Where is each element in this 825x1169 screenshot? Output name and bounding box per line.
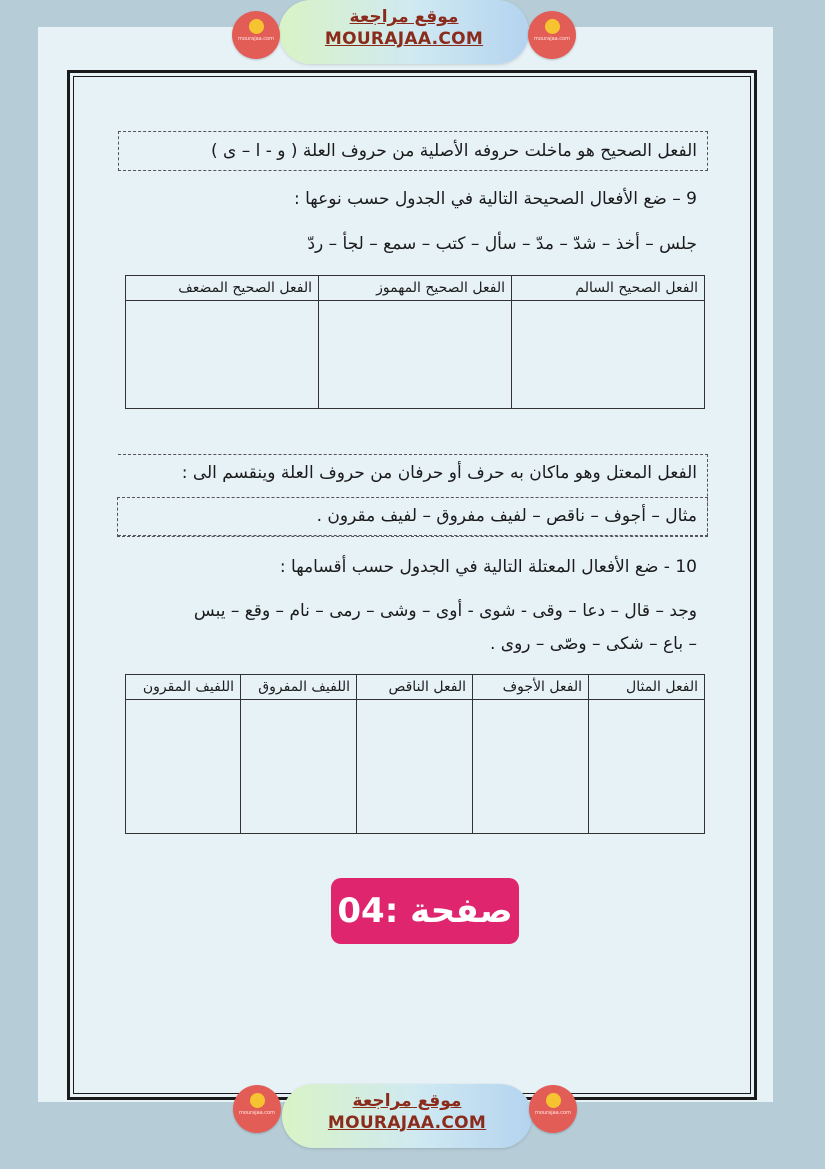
logo-caption: mourajaa.com xyxy=(237,36,274,42)
site-name-arabic[interactable]: موقع مراجعة xyxy=(349,7,459,27)
book-logo-icon xyxy=(529,1085,577,1133)
answer-cell[interactable] xyxy=(126,700,241,834)
exercise-10-word-list: وجد – قال – دعا – وقى - شوى - أوى – وشى – رمى – نام – وقع – يبس xyxy=(193,601,697,621)
site-name-english[interactable]: MOURAJAA.COM xyxy=(327,1113,487,1133)
table-header-cell: الفعل الأجوف xyxy=(473,675,589,700)
table-header-row xyxy=(126,675,705,700)
correct-verbs-table xyxy=(125,275,705,409)
exercise-9-instruction: 9 – ضع الأفعال الصحيحة التالية في الجدول حسب نوعها : xyxy=(293,189,697,209)
weak-verb-types: مثال – أجوف – ناقص – لفيف مفروق – لفيف مقرون . xyxy=(316,506,697,526)
answer-cell[interactable] xyxy=(589,700,705,834)
table-header-cell: الفعل الناقص xyxy=(357,675,473,700)
exercise-10-instruction: 10 - ضع الأفعال المعتلة التالية في الجدول حسب أقسامها : xyxy=(279,557,697,577)
answer-cell[interactable] xyxy=(241,700,357,834)
site-banner-top[interactable] xyxy=(279,0,529,64)
logo-caption: mourajaa.com xyxy=(238,1110,275,1116)
answer-cell[interactable] xyxy=(473,700,589,834)
answer-cell[interactable] xyxy=(126,301,319,409)
site-banner-bottom[interactable] xyxy=(282,1084,532,1148)
answer-cell[interactable] xyxy=(319,301,512,409)
site-name-arabic[interactable]: موقع مراجعة xyxy=(352,1091,462,1111)
exercise-9-word-list: جلس – أخذ – شدّ – مدّ – سأل – كتب – سمع – لجأ – ردّ xyxy=(307,234,697,254)
table-header-cell: اللفيف المقرون xyxy=(126,675,241,700)
table-header-cell: الفعل الصحيح السالم xyxy=(512,276,705,301)
exercise-10-word-list-continued: – باع – شكى – وصّى – روى . xyxy=(489,634,697,654)
definition-correct-verb: الفعل الصحيح هو ماخلت حروفه الأصلية من حروف العلة ( و - ا – ى ) xyxy=(210,141,697,161)
definition-weak-verb: الفعل المعتل وهو ماكان به حرف أو حرفان من حروف العلة وينقسم الى : xyxy=(181,463,697,483)
table-header-cell: الفعل الصحيح المهموز xyxy=(319,276,512,301)
page-number-badge: صفحة :04 xyxy=(331,878,519,944)
book-logo-icon xyxy=(528,11,576,59)
table-header-cell: الفعل الصحيح المضعف xyxy=(126,276,319,301)
logo-caption: mourajaa.com xyxy=(533,36,570,42)
definition-box-correct-verb xyxy=(118,131,708,171)
table-answer-row xyxy=(126,700,705,834)
answer-cell[interactable] xyxy=(512,301,705,409)
book-logo-icon xyxy=(233,1085,281,1133)
weak-verb-types-box xyxy=(117,497,708,537)
table-header-cell: الفعل المثال xyxy=(589,675,705,700)
answer-cell[interactable] xyxy=(357,700,473,834)
table-header-row xyxy=(126,276,705,301)
book-logo-icon xyxy=(232,11,280,59)
site-name-english[interactable]: MOURAJAA.COM xyxy=(324,29,484,49)
weak-verbs-table xyxy=(125,674,705,834)
table-header-cell: اللفيف المفروق xyxy=(241,675,357,700)
definition-box-weak-verb xyxy=(118,454,708,536)
logo-caption: mourajaa.com xyxy=(534,1110,571,1116)
table-answer-row xyxy=(126,301,705,409)
